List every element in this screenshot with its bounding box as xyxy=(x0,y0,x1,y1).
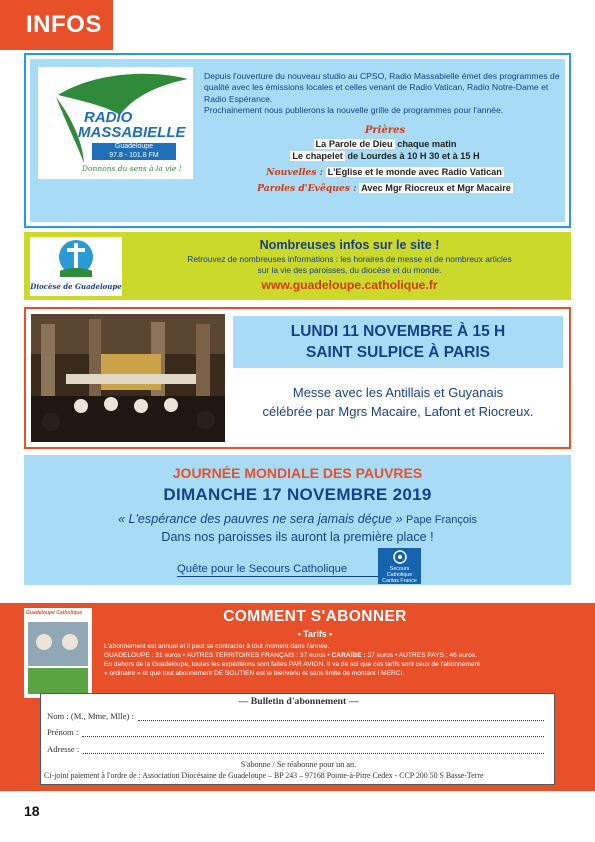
messe-text2: célébrée par Mgrs Macaire, Lafont et Riocreux. xyxy=(262,404,534,419)
site-text2: sur la vie des paroisses, du diocèse et du monde. xyxy=(257,264,442,275)
messe-place: SAINT SULPICE À PARIS xyxy=(305,344,490,361)
messe-date: LUNDI 11 NOVEMBRE À 15 H xyxy=(290,323,506,340)
adresse-label: Adresse : xyxy=(47,744,80,754)
radio-logo-name1: RADIO xyxy=(84,109,133,126)
quote-author: Pape François xyxy=(406,514,477,526)
tarifs-text xyxy=(104,642,564,678)
pauvres-quote xyxy=(24,512,571,526)
radio-logo-freq: 97.8 - 101.8 FM xyxy=(92,151,176,160)
site-title: Nombreuses infos sur le site ! xyxy=(259,238,440,252)
adresse-field[interactable] xyxy=(47,744,544,754)
nom-label: Nom : (M., Mme, Mlle) : xyxy=(47,711,134,721)
prieres-label: Prières xyxy=(364,125,406,136)
quete-secours: Quête pour le Secours Catholique xyxy=(177,563,379,577)
radio-intro-text2: Prochainement nous publierons la nouvelle grille de programmes pour l'année. xyxy=(204,104,504,115)
prenom-field[interactable] xyxy=(47,727,544,737)
nom-field[interactable] xyxy=(47,711,544,721)
prenom-input-line[interactable] xyxy=(82,728,544,737)
messe-heading xyxy=(233,316,563,368)
magazine-cover-image xyxy=(24,608,92,698)
program-parole-rest: chaque matin xyxy=(394,138,457,149)
tarifs-line3: En dehors de la Guadeloupe, toutes les expéditions sont faites PAR AVION. Il va de soi que ces tarifs sont ceux de l'abonnement xyxy=(104,661,480,668)
secours-logo-line1: Secours xyxy=(389,566,410,572)
quote-text: « L'espérance des pauvres ne sera jamais déçue » xyxy=(118,512,403,526)
paroles-value: Avec Mgr Riocreux et Mgr Macaire xyxy=(361,183,511,193)
site-text1: Retrouvez de nombreuses informations : les horaires de messe et de nombreux articles xyxy=(187,254,512,264)
site-text xyxy=(142,254,557,275)
tarif-caraibe: 37 euros • AUTRES PAYS : 46 euros. xyxy=(365,652,477,659)
tarifs-line1: L'abonnement est annuel et il peut se contracter à tout moment dans l'année. xyxy=(104,643,330,650)
tarif-caraibe-label: CARAÏBE : xyxy=(331,652,366,659)
program-chapelet-rest: de Lourdes à 10 H 30 et à 15 H xyxy=(344,151,480,161)
paroles-label: Paroles d'Evêques : xyxy=(257,183,357,194)
abonnement-box xyxy=(0,603,595,791)
secours-catholique-logo xyxy=(378,548,421,584)
magazine-title: Guadeloupe Catholique xyxy=(26,610,83,616)
secours-logo-line2: Catholique xyxy=(386,572,413,578)
radio-box xyxy=(24,53,571,228)
messe-text1: Messe avec les Antillais et Guyanais xyxy=(292,385,504,400)
pauvres-paroisses: Dans nos paroisses ils auront la première place ! xyxy=(161,530,434,544)
radio-box-inner xyxy=(30,59,565,222)
secours-logo-line3: Caritas France xyxy=(382,578,417,584)
radio-intro-text: Depuis l'ouverture du nouveau studio au CPSO, Radio Massabielle émet des programmes de qualité avec les émissions locales et celles venant de Radio Vatican, Radio Notre-Dame et Radio Espérance. xyxy=(204,71,560,104)
page-number: 18 xyxy=(24,803,40,819)
pauvres-date: DIMANCHE 17 NOVEMBRE 2019 xyxy=(163,485,432,504)
prenom-label: Prénom : xyxy=(47,727,79,737)
program-parole: La Parole de Dieu xyxy=(315,138,393,149)
radio-logo-name2: MASSABIELLE xyxy=(78,124,186,141)
radio-logo-slogan: Donnons du sens à la vie ! xyxy=(82,164,182,173)
radio-massabielle-logo xyxy=(38,67,193,179)
bulletin-subscribe-text: S'abonne / Se réabonne pour un an. xyxy=(240,760,357,769)
abonnement-title: COMMENT S'ABONNER xyxy=(223,608,407,625)
section-tag: INFOS xyxy=(0,0,113,50)
bulletin-payment-text: Ci-joint paiement à l'ordre de : Association Diocésaine de Guadeloupe – BP 243 – 97168 Pointe-à-Pitre Cedex - CCP 200 50 S Basse-Terre xyxy=(44,771,484,780)
bulletin-title: — Bulletin d'abonnement — xyxy=(238,696,359,707)
pauvres-title: JOURNÉE MONDIALE DES PAUVRES xyxy=(172,465,423,481)
diocese-logo-caption: Diocèse de Guadeloupe xyxy=(30,282,122,291)
messe-box xyxy=(24,307,571,449)
nom-input-line[interactable] xyxy=(138,712,544,721)
radio-logo-region: Guadeloupe xyxy=(92,143,176,151)
site-url-link[interactable]: www.guadeloupe.catholique.fr xyxy=(261,278,438,292)
program-chapelet: Le chapelet xyxy=(292,151,343,161)
adresse-input-line[interactable] xyxy=(83,745,544,754)
pauvres-box xyxy=(24,455,571,585)
nouvelles-label: Nouvelles : xyxy=(266,166,324,178)
tarifs-line4: « ordinaire » et que tout abonnement DE SOUTIEN est le bienvenu et sans limite de montant ! MERCI. xyxy=(104,670,405,677)
bulletin-form xyxy=(40,693,555,785)
site-box xyxy=(24,232,571,300)
tarifs-label: • Tarifs • xyxy=(297,629,333,639)
radio-program xyxy=(204,125,566,196)
messe-description xyxy=(233,383,563,421)
church-photo xyxy=(31,314,225,442)
tarif-guadeloupe: GUADELOUPE : 31 euros xyxy=(104,652,181,659)
nouvelles-value: L'Eglise et le monde avec Radio Vatican xyxy=(327,166,502,177)
tarif-territoires: • AUTRES TERRITOIRES FRANÇAIS : 37 euros • xyxy=(180,652,332,659)
secours-star-icon xyxy=(393,550,407,564)
diocese-logo xyxy=(30,237,122,296)
magazine-cover xyxy=(24,608,92,698)
radio-intro xyxy=(204,71,566,116)
